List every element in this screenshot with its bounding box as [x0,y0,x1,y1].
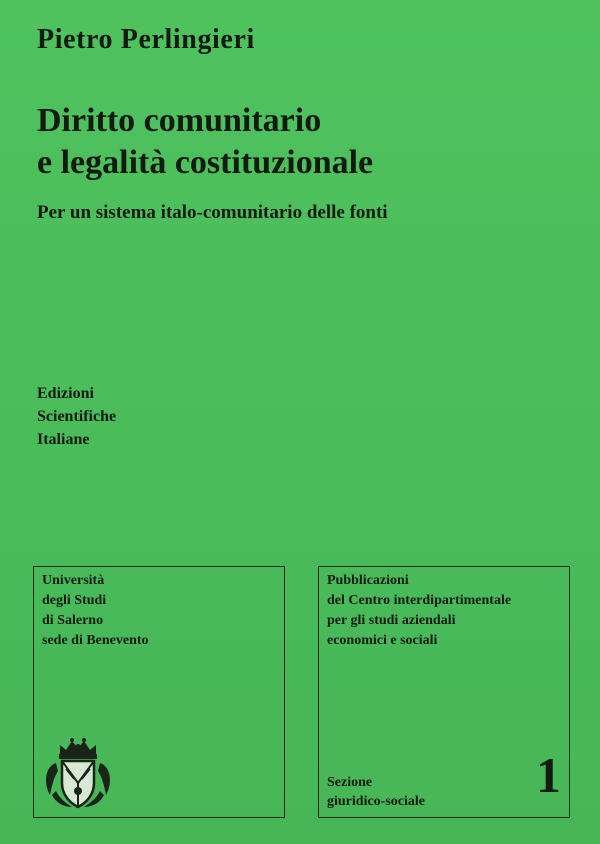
series-text [327,571,511,651]
series-line-1: Pubblicazioni [327,573,409,588]
university-line-2: degli Studi [42,593,107,608]
university-line-4: sede di Benevento [42,633,149,648]
university-box [33,566,285,818]
book-subtitle: Per un sistema italo-comunitario delle fonti [37,202,388,223]
series-section [327,773,425,811]
section-line-2: giuridico-sociale [327,794,425,809]
series-box [318,566,570,818]
book-title [37,100,373,184]
series-line-4: economici e sociali [327,633,438,648]
title-line-1: Diritto comunitario [37,102,322,139]
publisher-line-2: Scientifiche [37,408,117,425]
coat-of-arms-icon [42,733,114,811]
series-number: 1 [536,747,561,803]
series-line-3: per gli studi aziendali [327,613,456,628]
author-name: Pietro Perlingieri [37,24,255,55]
publisher-line-1: Edizioni [37,385,94,402]
university-line-1: Università [42,573,105,588]
section-line-1: Sezione [327,775,373,790]
publisher-line-3: Italiane [37,431,90,448]
university-text [42,571,149,651]
university-line-3: di Salerno [42,613,104,628]
series-line-2: del Centro interdipartimentale [327,593,512,608]
publisher-name [37,382,116,451]
title-line-2: e legalità costituzionale [37,144,374,181]
